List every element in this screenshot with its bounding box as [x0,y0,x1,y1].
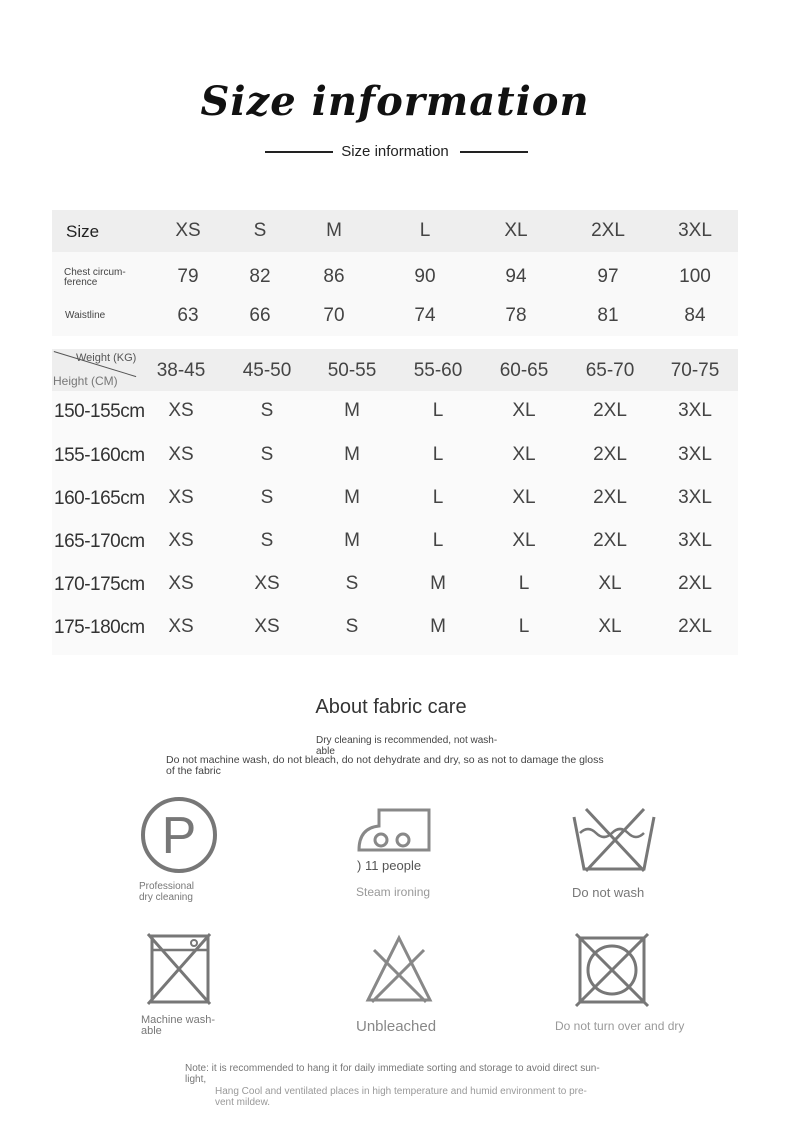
size-cell: XL [512,487,536,508]
size-cell: XS [254,616,280,637]
waist-cell: 78 [505,305,527,326]
storage-note-2: Hang Cool and ventilated places in high temperature and humid environment to pre- vent mildew. [215,1086,587,1108]
steam-ironing-label: Steam ironing [356,885,431,899]
subtitle-right-rule [460,151,528,153]
height-label: Height (CM) [53,374,118,388]
height-row-label: 155-160cm [54,445,145,466]
size-cell: XL [512,530,536,551]
no-bleach-icon [364,934,434,1004]
no-tumble-dry-icon [576,934,648,1006]
size-cell: 3XL [678,530,712,551]
size-cell: 2XL [593,530,627,551]
no-tumble-dry-label: Do not turn over and dry [555,1019,685,1033]
chest-cell: 82 [249,266,271,287]
height-row-label: 165-170cm [54,531,145,552]
size-cell: XS [168,616,194,637]
size-cell: 3XL [678,400,712,421]
waist-label: Waistline [65,310,106,321]
size-cell: S [260,487,274,508]
waist-cell: 70 [323,305,345,326]
size-cell: 2XL [678,616,712,637]
size-cell: S [260,444,274,465]
waist-cell: 81 [597,305,619,326]
steam-iron-icon [357,806,433,856]
page-title: Size information [200,78,590,125]
weight-header-cell: 70-75 [670,360,720,381]
size-cell: XL [512,444,536,465]
size-cell: XS [168,530,194,551]
weight-header-cell: 45-50 [242,360,292,381]
do-not-wash-label: Do not wash [572,885,645,900]
chest-label: Chest circum- ference [64,267,126,288]
chest-cell: 97 [597,266,619,287]
waist-cell: 63 [177,305,199,326]
weight-header-cell: 50-55 [327,360,377,381]
no-machine-wash-icon [148,932,212,1006]
chest-cell: 90 [414,266,436,287]
size-cell: L [432,530,444,551]
dry-clean-note: Dry cleaning is recommended, not wash- able [316,735,498,757]
size-header-cell: L [419,220,431,241]
weight-header-cell: 38-45 [156,360,206,381]
size-cell: XS [168,444,194,465]
waist-cell: 66 [249,305,271,326]
size-header-cell: 3XL [678,220,712,241]
size-cell: 3XL [678,444,712,465]
size-cell: L [432,400,444,421]
professional-dry-clean-icon [139,795,219,875]
height-row-label: 170-175cm [54,574,145,595]
size-cell: XS [254,573,280,594]
size-header-cell: M [326,220,342,241]
weight-label: Weight (KG) [76,352,137,364]
size-cell: M [430,616,446,637]
do-not-wash-icon [572,807,656,873]
weight-header-cell: 55-60 [413,360,463,381]
size-cell: 2XL [593,444,627,465]
size-header-cell: XL [504,220,528,241]
steam-extra-label: ) 11 people [357,858,422,873]
height-row-label: 150-155cm [54,401,145,422]
storage-note: Note: it is recommended to hang it for daily immediate sorting and storage to avoid direct sun- light, [185,1063,600,1085]
size-cell: M [344,530,360,551]
size-cell: S [345,616,359,637]
professional-dry-clean-label: Professional dry cleaning [139,881,195,903]
height-row-label: 175-180cm [54,617,145,638]
size-cell: 2XL [593,487,627,508]
size-cell: S [345,573,359,594]
chest-cell: 94 [505,266,527,287]
unbleached-label: Unbleached [356,1018,437,1035]
size-cell: XS [168,400,194,421]
svg-text:P: P [161,807,197,865]
size-cell: XL [598,573,622,594]
size-cell: M [430,573,446,594]
page-subtitle: Size information [341,143,449,160]
care-title: About fabric care [315,696,467,718]
size-cell: M [344,487,360,508]
size-header-cell: S [253,220,267,241]
size-cell: XS [168,487,194,508]
size-cell: 2XL [593,400,627,421]
size-cell: L [432,487,444,508]
size-cell: M [344,444,360,465]
size-cell: S [260,530,274,551]
weight-header-cell: 60-65 [499,360,549,381]
size-cell: M [344,400,360,421]
size-cell: 2XL [678,573,712,594]
weight-header-cell: 65-70 [585,360,635,381]
size-cell: S [260,400,274,421]
waist-cell: 74 [414,305,436,326]
waist-cell: 84 [684,305,706,326]
chest-cell: 79 [177,266,199,287]
wash-note: Do not machine wash, do not bleach, do not dehydrate and dry, so as not to damage the gloss of the fabric [166,754,604,777]
size-cell: 3XL [678,487,712,508]
size-cell: XS [168,573,194,594]
size-cell: L [432,444,444,465]
size-header-cell: XS [175,220,201,241]
chest-cell: 86 [323,266,345,287]
size-header-cell: 2XL [591,220,625,241]
size-cell: XL [512,400,536,421]
size-cell: L [518,616,530,637]
size-cell: L [518,573,530,594]
size-label: Size [66,222,100,241]
height-row-label: 160-165cm [54,488,145,509]
size-cell: XL [598,616,622,637]
machine-wash-label: Machine wash- able [141,1014,215,1037]
chest-cell: 100 [679,266,711,287]
